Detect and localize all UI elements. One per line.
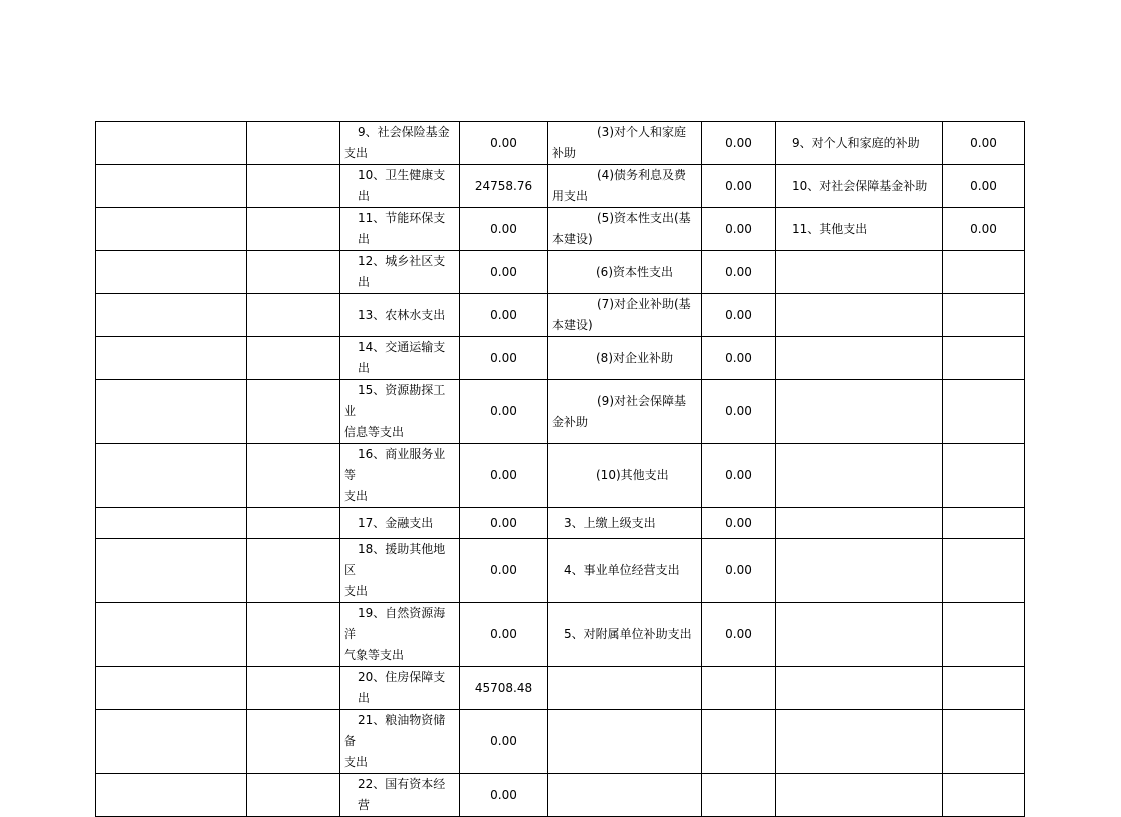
empty-cell (96, 337, 247, 380)
item-line-1: 9、社会保险基金 (358, 125, 450, 139)
empty-cell (247, 251, 340, 294)
empty-cell (943, 444, 1025, 508)
empty-cell (247, 444, 340, 508)
expenditure-function-item: 14、交通运输支出 (340, 337, 460, 380)
expenditure-function-item: 10、卫生健康支出 (340, 165, 460, 208)
empty-cell (247, 208, 340, 251)
expenditure-function-item: 22、国有资本经营 (340, 774, 460, 817)
empty-cell (776, 539, 943, 603)
item-line-2: 气象等支出 (344, 648, 405, 662)
item-line-2: 本建设) (552, 318, 593, 332)
function-amount: 0.00 (460, 380, 548, 444)
expenditure-function-item (340, 122, 460, 165)
table-row (96, 294, 1025, 337)
empty-cell (548, 667, 702, 710)
table-row (96, 165, 1025, 208)
economic-amount: 0.00 (702, 603, 776, 667)
empty-cell (96, 508, 247, 539)
empty-cell (96, 294, 247, 337)
empty-cell (96, 122, 247, 165)
item-line-1: (9)对社会保障基 (597, 393, 686, 408)
economic-amount: 0.00 (702, 508, 776, 539)
empty-cell (96, 603, 247, 667)
empty-cell (943, 710, 1025, 774)
item-line-2: 支出 (344, 755, 369, 769)
table-row (96, 774, 1025, 817)
empty-cell (776, 667, 943, 710)
item-line-1: (5)资本性支出(基 (597, 211, 691, 225)
expenditure-function-item: 12、城乡社区支出 (340, 251, 460, 294)
function-amount: 0.00 (460, 208, 548, 251)
empty-cell (776, 774, 943, 817)
function-amount: 0.00 (460, 444, 548, 508)
empty-cell (96, 774, 247, 817)
expenditure-economic-item (548, 380, 702, 444)
item-line-2: 支出 (344, 146, 369, 160)
empty-cell (943, 508, 1025, 539)
empty-cell (96, 444, 247, 508)
empty-cell (96, 165, 247, 208)
function-amount: 0.00 (460, 251, 548, 294)
item-line-2: 支出 (344, 584, 369, 598)
economic-amount: 0.00 (702, 122, 776, 165)
empty-cell (96, 380, 247, 444)
function-amount: 24758.76 (460, 165, 548, 208)
empty-cell (247, 508, 340, 539)
table-row (96, 667, 1025, 710)
function-amount: 0.00 (460, 294, 548, 337)
function-amount: 45708.48 (460, 667, 548, 710)
expenditure-function-item: 13、农林水支出 (340, 294, 460, 337)
empty-cell (247, 667, 340, 710)
empty-cell (776, 337, 943, 380)
table-row (96, 539, 1025, 603)
table-row (96, 603, 1025, 667)
empty-cell (247, 603, 340, 667)
item-line-2: 用支出 (552, 189, 589, 203)
empty-cell (776, 294, 943, 337)
economic-amount: 0.00 (702, 208, 776, 251)
government-economic-item: 11、其他支出 (776, 208, 943, 251)
expenditure-function-item (340, 710, 460, 774)
empty-cell (943, 294, 1025, 337)
expenditure-function-item (340, 380, 460, 444)
empty-cell (96, 539, 247, 603)
expenditure-economic-item: 4、事业单位经营支出 (548, 539, 702, 603)
expenditure-function-item (340, 603, 460, 667)
table-row (96, 380, 1025, 444)
empty-cell (247, 165, 340, 208)
table-row (96, 444, 1025, 508)
function-amount: 0.00 (460, 539, 548, 603)
empty-cell (96, 667, 247, 710)
economic-amount: 0.00 (702, 337, 776, 380)
empty-cell (943, 603, 1025, 667)
expenditure-economic-item (548, 294, 702, 337)
item-line-1: 16、商业服务业等 (344, 447, 446, 482)
table-row (96, 337, 1025, 380)
item-line-1: (4)债务利息及费 (597, 168, 686, 182)
empty-cell (943, 667, 1025, 710)
empty-cell (96, 710, 247, 774)
empty-cell (247, 710, 340, 774)
economic-amount: 0.00 (702, 165, 776, 208)
economic-amount: 0.00 (702, 539, 776, 603)
empty-cell (247, 774, 340, 817)
empty-cell (776, 508, 943, 539)
table-row (96, 710, 1025, 774)
table-row (96, 508, 1025, 539)
item-line-2: 补助 (552, 146, 577, 160)
empty-cell (247, 337, 340, 380)
empty-cell (776, 380, 943, 444)
empty-cell (776, 444, 943, 508)
empty-cell (247, 380, 340, 444)
expenditure-function-item: 20、住房保障支出 (340, 667, 460, 710)
government-economic-amount: 0.00 (943, 165, 1025, 208)
function-amount: 0.00 (460, 508, 548, 539)
item-line-2: 信息等支出 (344, 425, 405, 439)
empty-cell (247, 294, 340, 337)
empty-cell (776, 603, 943, 667)
economic-amount: 0.00 (702, 251, 776, 294)
expenditure-economic-item: (8)对企业补助 (548, 337, 702, 380)
budget-expenditure-table (95, 121, 1025, 817)
empty-cell (96, 251, 247, 294)
empty-cell (943, 774, 1025, 817)
empty-cell (247, 122, 340, 165)
empty-cell (776, 251, 943, 294)
item-line-1: 15、资源勘探工业 (344, 383, 446, 418)
table-row (96, 122, 1025, 165)
function-amount: 0.00 (460, 774, 548, 817)
item-line-1: 18、援助其他地区 (344, 542, 446, 577)
expenditure-function-item (340, 539, 460, 603)
expenditure-function-item: 11、节能环保支出 (340, 208, 460, 251)
government-economic-item: 9、对个人和家庭的补助 (776, 122, 943, 165)
item-line-1: (3)对个人和家庭 (597, 125, 686, 139)
economic-amount: 0.00 (702, 294, 776, 337)
empty-cell (702, 710, 776, 774)
government-economic-amount: 0.00 (943, 208, 1025, 251)
empty-cell (943, 380, 1025, 444)
empty-cell (548, 710, 702, 774)
empty-cell (943, 337, 1025, 380)
item-line-2: 金补助 (552, 414, 589, 429)
table-row (96, 208, 1025, 251)
expenditure-function-item: 17、金融支出 (340, 508, 460, 539)
expenditure-economic-item: 3、上缴上级支出 (548, 508, 702, 539)
empty-cell (702, 667, 776, 710)
expenditure-economic-item (548, 165, 702, 208)
government-economic-amount: 0.00 (943, 122, 1025, 165)
function-amount: 0.00 (460, 122, 548, 165)
function-amount: 0.00 (460, 710, 548, 774)
empty-cell (943, 251, 1025, 294)
item-line-1: 19、自然资源海洋 (344, 606, 446, 641)
empty-cell (548, 774, 702, 817)
expenditure-economic-item: (10)其他支出 (548, 444, 702, 508)
empty-cell (96, 208, 247, 251)
government-economic-item: 10、对社会保障基金补助 (776, 165, 943, 208)
item-line-1: (7)对企业补助(基 (597, 297, 691, 311)
function-amount: 0.00 (460, 337, 548, 380)
function-amount: 0.00 (460, 603, 548, 667)
empty-cell (943, 539, 1025, 603)
table-row (96, 251, 1025, 294)
item-line-2: 本建设) (552, 232, 593, 246)
expenditure-economic-item (548, 122, 702, 165)
expenditure-function-item (340, 444, 460, 508)
empty-cell (702, 774, 776, 817)
item-line-1: 21、粮油物资储备 (344, 713, 446, 748)
expenditure-economic-item: (6)资本性支出 (548, 251, 702, 294)
empty-cell (247, 539, 340, 603)
economic-amount: 0.00 (702, 444, 776, 508)
empty-cell (776, 710, 943, 774)
item-line-2: 支出 (344, 489, 369, 503)
economic-amount: 0.00 (702, 380, 776, 444)
expenditure-economic-item (548, 208, 702, 251)
expenditure-economic-item: 5、对附属单位补助支出 (548, 603, 702, 667)
